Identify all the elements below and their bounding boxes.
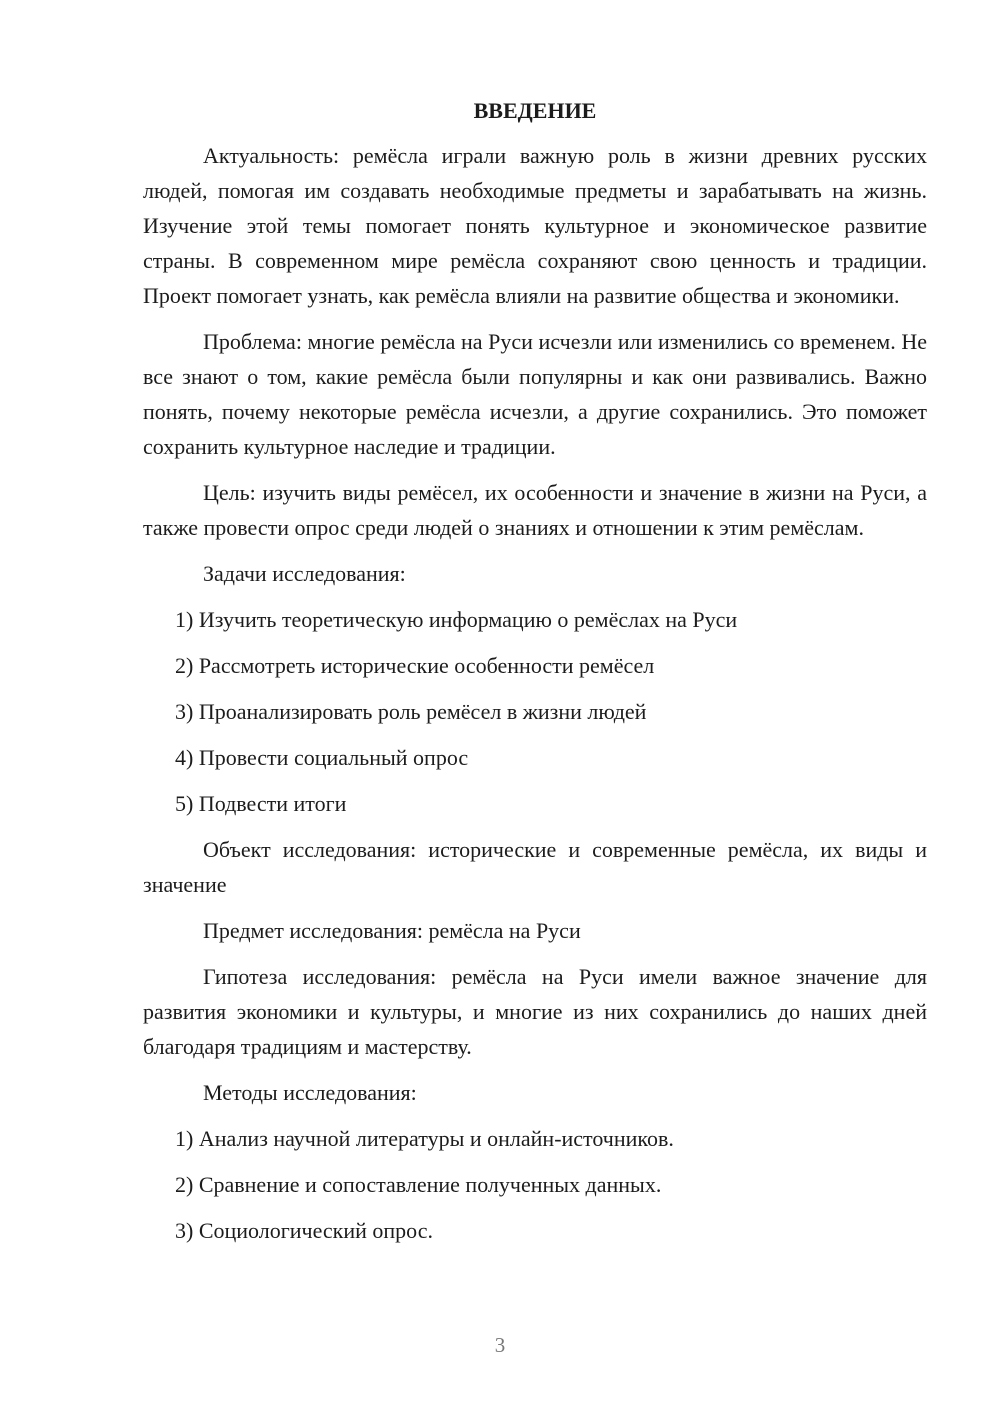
section-title: ВВЕДЕНИЕ	[473, 98, 597, 123]
tasks-heading: Задачи исследования:	[203, 561, 406, 586]
document-page	[143, 96, 927, 1248]
method-item-1: 1) Анализ научной литературы и онлайн-источников.	[175, 1126, 674, 1151]
task-item-2: 2) Рассмотреть исторические особенности ремёсел	[175, 653, 655, 678]
method-item-3: 3) Социологический опрос.	[175, 1218, 433, 1243]
goal-paragraph: Цель: изучить виды ремёсел, их особенности и значение в жизни на Руси, а также провести опрос среди людей о знаниях и отношении к этим ремёслам.	[143, 480, 927, 540]
problem-paragraph: Проблема: многие ремёсла на Руси исчезли или изменились со временем. Не все знают о том, какие ремёсла были популярны и как они развивались. Важно понять, почему некоторые ремёсла исчезли, а другие сохранились. Это поможет сохранить культурное наследие и традиции.	[143, 329, 927, 459]
hypothesis-paragraph: Гипотеза исследования: ремёсла на Руси имели важное значение для развития экономики и культуры, и многие из них сохранились до наших дней благодаря традициям и мастерству.	[143, 964, 927, 1059]
task-item-4: 4) Провести социальный опрос	[175, 745, 469, 770]
task-item-3: 3) Проанализировать роль ремёсел в жизни людей	[175, 699, 647, 724]
methods-heading: Методы исследования:	[203, 1080, 417, 1105]
relevance-paragraph: Актуальность: ремёсла играли важную роль в жизни древних русских людей, помогая им создавать необходимые предметы и зарабатывать на жизнь. Изучение этой темы помогает понять культурное и экономическое развитие страны. В современном мире ремёсла сохраняют свою ценность и традиции. Проект помогает узнать, как ремёсла влияли на развитие общества и экономики.	[143, 143, 927, 308]
task-item-1: 1) Изучить теоретическую информацию о ремёслах на Руси	[175, 607, 738, 632]
method-item-2: 2) Сравнение и сопоставление полученных данных.	[175, 1172, 662, 1197]
object-paragraph: Объект исследования: исторические и современные ремёсла, их виды и значение	[143, 837, 927, 897]
page-number: 3	[494, 1333, 506, 1357]
task-item-5: 5) Подвести итоги	[175, 791, 347, 816]
subject-paragraph: Предмет исследования: ремёсла на Руси	[203, 918, 581, 943]
